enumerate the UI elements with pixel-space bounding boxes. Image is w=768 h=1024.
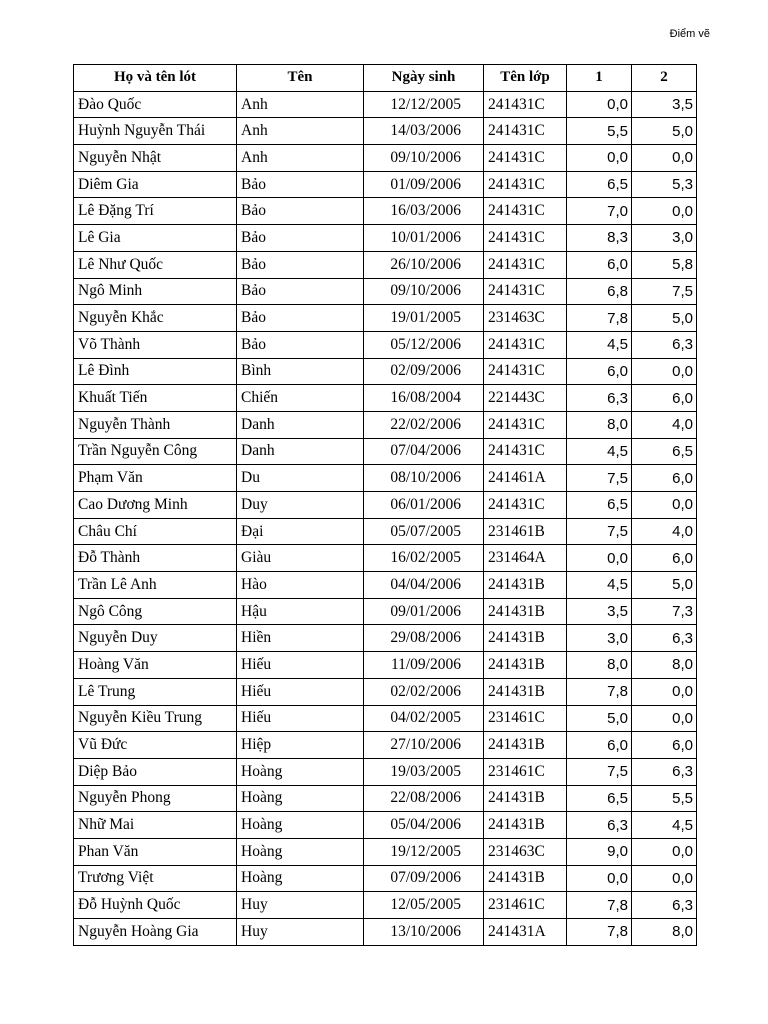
- table-row: [74, 785, 697, 812]
- date-of-birth-cell: 09/01/2006: [364, 598, 484, 625]
- score-1-cell: 8,3: [567, 225, 632, 252]
- score-2-cell: 4,0: [632, 411, 697, 438]
- last-middle-name-cell: Diệp Bảo: [74, 758, 237, 785]
- last-middle-name-cell: Nhữ Mai: [74, 812, 237, 839]
- last-middle-name-cell: Lê Đặng Trí: [74, 198, 237, 225]
- table-row: [74, 572, 697, 599]
- last-middle-name-cell: Hoàng Văn: [74, 652, 237, 679]
- score-1-cell: 8,0: [567, 652, 632, 679]
- first-name-cell: Bảo: [237, 278, 364, 305]
- class-name-cell: 231464A: [484, 545, 567, 572]
- date-of-birth-cell: 08/10/2006: [364, 465, 484, 492]
- class-name-cell: 241431C: [484, 225, 567, 252]
- class-name-cell: 241431C: [484, 331, 567, 358]
- score-1-cell: 7,8: [567, 919, 632, 946]
- score-2-cell: 7,5: [632, 278, 697, 305]
- first-name-cell: Danh: [237, 411, 364, 438]
- class-name-cell: 241461A: [484, 465, 567, 492]
- score-1-cell: 7,5: [567, 758, 632, 785]
- class-name-cell: 231461B: [484, 518, 567, 545]
- class-name-cell: 231461C: [484, 892, 567, 919]
- class-name-cell: 241431C: [484, 251, 567, 278]
- score-2-cell: 8,0: [632, 919, 697, 946]
- last-middle-name-cell: Diêm Gia: [74, 171, 237, 198]
- last-middle-name-cell: Lê Như Quốc: [74, 251, 237, 278]
- last-middle-name-cell: Trần Nguyễn Công: [74, 438, 237, 465]
- table-header-row: [74, 65, 697, 92]
- last-middle-name-cell: Đào Quốc: [74, 91, 237, 118]
- score-2-cell: 6,3: [632, 892, 697, 919]
- class-name-cell: 241431B: [484, 625, 567, 652]
- table-row: [74, 652, 697, 679]
- score-1-cell: 3,5: [567, 598, 632, 625]
- class-name-cell: 241431B: [484, 732, 567, 759]
- first-name-cell: Anh: [237, 118, 364, 145]
- score-2-cell: 0,0: [632, 865, 697, 892]
- date-of-birth-cell: 02/02/2006: [364, 678, 484, 705]
- table-row: [74, 438, 697, 465]
- class-name-cell: 241431C: [484, 411, 567, 438]
- date-of-birth-cell: 19/03/2005: [364, 758, 484, 785]
- date-of-birth-cell: 22/08/2006: [364, 785, 484, 812]
- table-row: [74, 465, 697, 492]
- table-row: [74, 251, 697, 278]
- first-name-cell: Bảo: [237, 198, 364, 225]
- date-of-birth-cell: 10/01/2006: [364, 225, 484, 252]
- score-1-cell: 9,0: [567, 838, 632, 865]
- date-of-birth-cell: 27/10/2006: [364, 732, 484, 759]
- class-name-cell: 241431C: [484, 171, 567, 198]
- score-1-cell: 0,0: [567, 145, 632, 172]
- class-name-cell: 241431B: [484, 865, 567, 892]
- first-name-cell: Hoàng: [237, 865, 364, 892]
- table-row: [74, 145, 697, 172]
- score-1-cell: 6,3: [567, 385, 632, 412]
- score-1-cell: 6,5: [567, 492, 632, 519]
- date-of-birth-cell: 09/10/2006: [364, 278, 484, 305]
- last-middle-name-cell: Nguyễn Duy: [74, 625, 237, 652]
- score-1-cell: 6,5: [567, 171, 632, 198]
- last-middle-name-cell: Đỗ Huỳnh Quốc: [74, 892, 237, 919]
- score-2-cell: 5,0: [632, 572, 697, 599]
- first-name-cell: Hiền: [237, 625, 364, 652]
- last-middle-name-cell: Võ Thành: [74, 331, 237, 358]
- first-name-cell: Hoàng: [237, 812, 364, 839]
- date-of-birth-cell: 07/04/2006: [364, 438, 484, 465]
- table-row: [74, 892, 697, 919]
- first-name-cell: Hào: [237, 572, 364, 599]
- table-row: [74, 171, 697, 198]
- date-of-birth-cell: 11/09/2006: [364, 652, 484, 679]
- first-name-cell: Duy: [237, 492, 364, 519]
- table-row: [74, 625, 697, 652]
- score-2-cell: 5,3: [632, 171, 697, 198]
- score-2-cell: 6,3: [632, 758, 697, 785]
- first-name-cell: Giàu: [237, 545, 364, 572]
- table-row: [74, 358, 697, 385]
- table-row: [74, 385, 697, 412]
- first-name-cell: Bảo: [237, 171, 364, 198]
- class-name-cell: 241431A: [484, 919, 567, 946]
- table-row: [74, 278, 697, 305]
- score-2-cell: 5,0: [632, 305, 697, 332]
- table-row: [74, 732, 697, 759]
- column-header-class-name: Tên lớp: [484, 65, 567, 92]
- score-2-cell: 5,8: [632, 251, 697, 278]
- class-name-cell: 241431C: [484, 198, 567, 225]
- class-name-cell: 231463C: [484, 305, 567, 332]
- score-1-cell: 0,0: [567, 865, 632, 892]
- first-name-cell: Hiếu: [237, 705, 364, 732]
- column-header-score-2: 2: [632, 65, 697, 92]
- date-of-birth-cell: 05/07/2005: [364, 518, 484, 545]
- table-row: [74, 865, 697, 892]
- class-name-cell: 241431C: [484, 358, 567, 385]
- last-middle-name-cell: Nguyễn Kiều Trung: [74, 705, 237, 732]
- first-name-cell: Hoàng: [237, 785, 364, 812]
- date-of-birth-cell: 26/10/2006: [364, 251, 484, 278]
- date-of-birth-cell: 09/10/2006: [364, 145, 484, 172]
- class-name-cell: 231461C: [484, 705, 567, 732]
- date-of-birth-cell: 16/08/2004: [364, 385, 484, 412]
- score-1-cell: 4,5: [567, 438, 632, 465]
- date-of-birth-cell: 07/09/2006: [364, 865, 484, 892]
- last-middle-name-cell: Lê Đình: [74, 358, 237, 385]
- score-2-cell: 6,0: [632, 385, 697, 412]
- score-1-cell: 4,5: [567, 572, 632, 599]
- class-name-cell: 241431B: [484, 598, 567, 625]
- score-2-cell: 0,0: [632, 358, 697, 385]
- score-1-cell: 8,0: [567, 411, 632, 438]
- score-1-cell: 6,0: [567, 358, 632, 385]
- column-header-score-1: 1: [567, 65, 632, 92]
- score-1-cell: 3,0: [567, 625, 632, 652]
- last-middle-name-cell: Lê Gia: [74, 225, 237, 252]
- score-2-cell: 3,0: [632, 225, 697, 252]
- column-header-last-middle-name: Họ và tên lót: [74, 65, 237, 92]
- class-name-cell: 241431B: [484, 678, 567, 705]
- date-of-birth-cell: 05/04/2006: [364, 812, 484, 839]
- score-1-cell: 7,5: [567, 518, 632, 545]
- last-middle-name-cell: Châu Chí: [74, 518, 237, 545]
- first-name-cell: Danh: [237, 438, 364, 465]
- class-name-cell: 231461C: [484, 758, 567, 785]
- first-name-cell: Hiếu: [237, 652, 364, 679]
- score-1-cell: 6,3: [567, 812, 632, 839]
- score-2-cell: 0,0: [632, 678, 697, 705]
- class-name-cell: 241431C: [484, 118, 567, 145]
- score-2-cell: 6,0: [632, 545, 697, 572]
- score-2-cell: 0,0: [632, 145, 697, 172]
- score-1-cell: 5,5: [567, 118, 632, 145]
- table-row: [74, 411, 697, 438]
- score-1-cell: 6,5: [567, 785, 632, 812]
- first-name-cell: Du: [237, 465, 364, 492]
- score-2-cell: 6,5: [632, 438, 697, 465]
- last-middle-name-cell: Trần Lê Anh: [74, 572, 237, 599]
- score-1-cell: 6,8: [567, 278, 632, 305]
- score-1-cell: 4,5: [567, 331, 632, 358]
- class-name-cell: 241431B: [484, 812, 567, 839]
- last-middle-name-cell: Huỳnh Nguyễn Thái: [74, 118, 237, 145]
- class-name-cell: 241431C: [484, 91, 567, 118]
- first-name-cell: Hoàng: [237, 838, 364, 865]
- last-middle-name-cell: Lê Trung: [74, 678, 237, 705]
- date-of-birth-cell: 04/04/2006: [364, 572, 484, 599]
- score-2-cell: 6,0: [632, 465, 697, 492]
- date-of-birth-cell: 04/02/2005: [364, 705, 484, 732]
- table-row: [74, 598, 697, 625]
- score-2-cell: 8,0: [632, 652, 697, 679]
- table-row: [74, 305, 697, 332]
- class-name-cell: 241431C: [484, 145, 567, 172]
- table-row: [74, 225, 697, 252]
- first-name-cell: Bảo: [237, 251, 364, 278]
- last-middle-name-cell: Vũ Đức: [74, 732, 237, 759]
- table-row: [74, 91, 697, 118]
- date-of-birth-cell: 14/03/2006: [364, 118, 484, 145]
- last-middle-name-cell: Ngô Công: [74, 598, 237, 625]
- score-1-cell: 6,0: [567, 251, 632, 278]
- table-row: [74, 198, 697, 225]
- score-1-cell: 7,0: [567, 198, 632, 225]
- score-2-cell: 5,0: [632, 118, 697, 145]
- score-1-cell: 0,0: [567, 91, 632, 118]
- class-name-cell: 221443C: [484, 385, 567, 412]
- class-name-cell: 231463C: [484, 838, 567, 865]
- score-1-cell: 7,5: [567, 465, 632, 492]
- score-2-cell: 0,0: [632, 838, 697, 865]
- last-middle-name-cell: Nguyễn Nhật: [74, 145, 237, 172]
- first-name-cell: Huy: [237, 919, 364, 946]
- first-name-cell: Bảo: [237, 331, 364, 358]
- column-header-date-of-birth: Ngày sinh: [364, 65, 484, 92]
- score-1-cell: 6,0: [567, 732, 632, 759]
- score-2-cell: 0,0: [632, 198, 697, 225]
- date-of-birth-cell: 16/03/2006: [364, 198, 484, 225]
- score-2-cell: 4,5: [632, 812, 697, 839]
- last-middle-name-cell: Nguyễn Hoàng Gia: [74, 919, 237, 946]
- table-row: [74, 678, 697, 705]
- table-body: [74, 91, 697, 945]
- class-name-cell: 241431B: [484, 652, 567, 679]
- date-of-birth-cell: 19/01/2005: [364, 305, 484, 332]
- page-title: Điểm vẽ: [669, 28, 710, 40]
- first-name-cell: Bảo: [237, 225, 364, 252]
- score-2-cell: 0,0: [632, 492, 697, 519]
- first-name-cell: Chiến: [237, 385, 364, 412]
- date-of-birth-cell: 13/10/2006: [364, 919, 484, 946]
- first-name-cell: Hoàng: [237, 758, 364, 785]
- last-middle-name-cell: Phan Văn: [74, 838, 237, 865]
- last-middle-name-cell: Nguyễn Phong: [74, 785, 237, 812]
- score-1-cell: 7,8: [567, 305, 632, 332]
- table-row: [74, 545, 697, 572]
- table-row: [74, 492, 697, 519]
- last-middle-name-cell: Khuất Tiến: [74, 385, 237, 412]
- class-name-cell: 241431C: [484, 278, 567, 305]
- score-2-cell: 6,3: [632, 331, 697, 358]
- first-name-cell: Hiếu: [237, 678, 364, 705]
- class-name-cell: 241431C: [484, 438, 567, 465]
- first-name-cell: Hậu: [237, 598, 364, 625]
- first-name-cell: Anh: [237, 145, 364, 172]
- table-row: [74, 518, 697, 545]
- column-header-first-name: Tên: [237, 65, 364, 92]
- date-of-birth-cell: 22/02/2006: [364, 411, 484, 438]
- date-of-birth-cell: 19/12/2005: [364, 838, 484, 865]
- date-of-birth-cell: 16/02/2005: [364, 545, 484, 572]
- table-row: [74, 919, 697, 946]
- score-1-cell: 7,8: [567, 892, 632, 919]
- date-of-birth-cell: 12/05/2005: [364, 892, 484, 919]
- date-of-birth-cell: 29/08/2006: [364, 625, 484, 652]
- class-name-cell: 241431B: [484, 785, 567, 812]
- first-name-cell: Anh: [237, 91, 364, 118]
- last-middle-name-cell: Ngô Minh: [74, 278, 237, 305]
- first-name-cell: Bình: [237, 358, 364, 385]
- score-2-cell: 3,5: [632, 91, 697, 118]
- last-middle-name-cell: Nguyễn Khắc: [74, 305, 237, 332]
- date-of-birth-cell: 06/01/2006: [364, 492, 484, 519]
- score-2-cell: 4,0: [632, 518, 697, 545]
- last-middle-name-cell: Phạm Văn: [74, 465, 237, 492]
- last-middle-name-cell: Đỗ Thành: [74, 545, 237, 572]
- first-name-cell: Hiệp: [237, 732, 364, 759]
- class-name-cell: 241431B: [484, 572, 567, 599]
- table-row: [74, 705, 697, 732]
- date-of-birth-cell: 05/12/2006: [364, 331, 484, 358]
- score-1-cell: 7,8: [567, 678, 632, 705]
- date-of-birth-cell: 12/12/2005: [364, 91, 484, 118]
- score-2-cell: 6,0: [632, 732, 697, 759]
- table-row: [74, 758, 697, 785]
- score-2-cell: 0,0: [632, 705, 697, 732]
- score-2-cell: 7,3: [632, 598, 697, 625]
- score-2-cell: 6,3: [632, 625, 697, 652]
- first-name-cell: Bảo: [237, 305, 364, 332]
- last-middle-name-cell: Cao Dương Minh: [74, 492, 237, 519]
- table-row: [74, 118, 697, 145]
- first-name-cell: Đại: [237, 518, 364, 545]
- class-name-cell: 241431C: [484, 492, 567, 519]
- last-middle-name-cell: Trương Việt: [74, 865, 237, 892]
- first-name-cell: Huy: [237, 892, 364, 919]
- grade-table: [73, 64, 697, 946]
- score-1-cell: 5,0: [567, 705, 632, 732]
- table-row: [74, 331, 697, 358]
- table-row: [74, 838, 697, 865]
- last-middle-name-cell: Nguyễn Thành: [74, 411, 237, 438]
- table-row: [74, 812, 697, 839]
- score-1-cell: 0,0: [567, 545, 632, 572]
- date-of-birth-cell: 02/09/2006: [364, 358, 484, 385]
- score-2-cell: 5,5: [632, 785, 697, 812]
- date-of-birth-cell: 01/09/2006: [364, 171, 484, 198]
